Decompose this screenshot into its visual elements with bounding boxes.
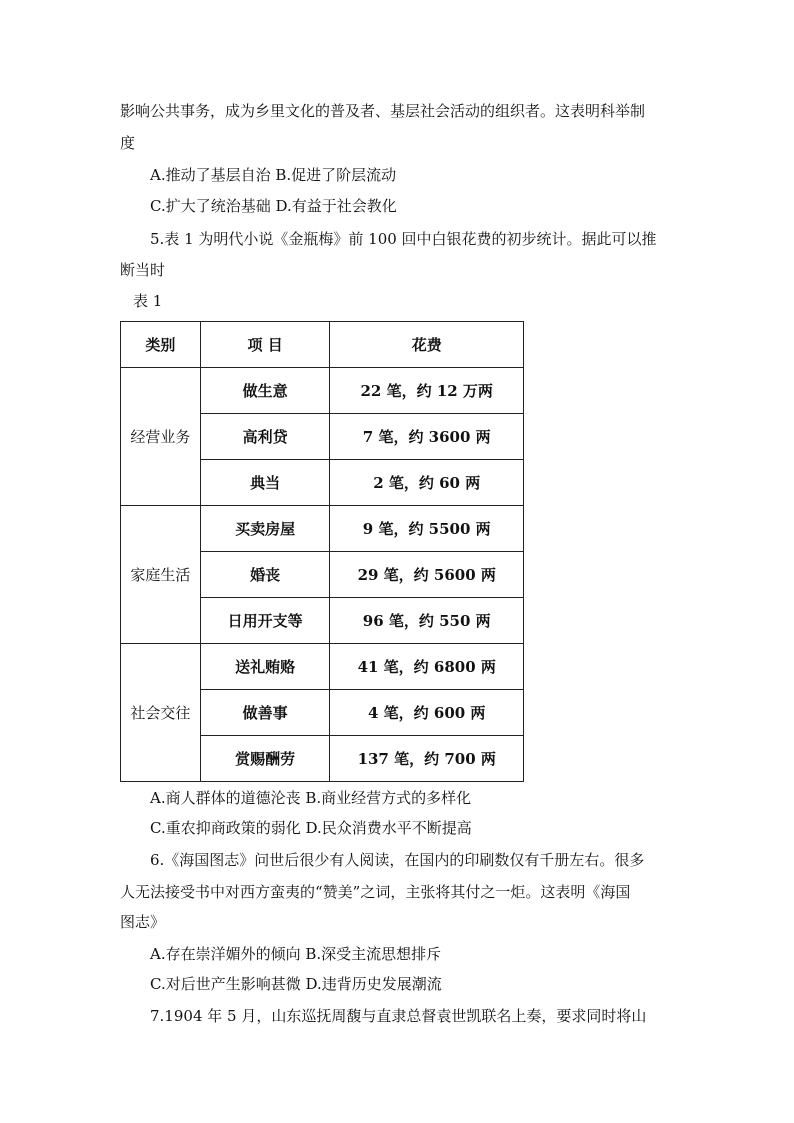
option-line: A.推动了基层自治 B.促进了阶层流动	[150, 166, 397, 184]
item-cell: 做生意	[200, 368, 330, 414]
cost-cell: 96 笔，约 550 两	[330, 598, 524, 644]
item-cell: 做善事	[200, 690, 330, 736]
cost-cell: 137 笔，约 700 两	[330, 736, 524, 782]
question-5-line: 断当时	[120, 261, 166, 279]
header-cost: 花费	[330, 322, 524, 368]
table-row	[121, 368, 524, 414]
cost-cell: 4 笔，约 600 两	[330, 690, 524, 736]
category-cell: 社会交往	[121, 644, 201, 782]
question-7-line: 7.1904 年 5 月，山东巡抚周馥与直隶总督袁世凯联名上奏，要求同时将山	[150, 1007, 647, 1025]
item-cell: 高利贷	[200, 414, 330, 460]
cost-cell: 9 笔，约 5500 两	[330, 506, 524, 552]
option-line: A.商人群体的道德沦丧 B.商业经营方式的多样化	[150, 789, 472, 807]
item-cell: 送礼贿赂	[200, 644, 330, 690]
cost-cell: 7 笔，约 3600 两	[330, 414, 524, 460]
table-row	[121, 506, 524, 552]
option-line: C.扩大了统治基础 D.有益于社会教化	[150, 197, 397, 215]
option-line: A.存在崇洋媚外的倾向 B.深受主流思想排斥	[150, 945, 442, 963]
item-cell: 典当	[200, 460, 330, 506]
cost-cell: 29 笔，约 5600 两	[330, 552, 524, 598]
header-item: 项 目	[200, 322, 330, 368]
question-6-line: 6.《海国图志》问世后很少有人阅读，在国内的印刷数仅有千册左右。很多	[150, 851, 645, 869]
cost-cell: 22 笔，约 12 万两	[330, 368, 524, 414]
item-cell: 赏赐酬劳	[200, 736, 330, 782]
table-label: 表 1	[133, 292, 163, 310]
item-cell: 买卖房屋	[200, 506, 330, 552]
cost-cell: 41 笔，约 6800 两	[330, 644, 524, 690]
paragraph-line: 影响公共事务，成为乡里文化的普及者、基层社会活动的组织者。这表明科举制	[120, 102, 646, 120]
item-cell: 婚丧	[200, 552, 330, 598]
category-cell: 家庭生活	[121, 506, 201, 644]
item-cell: 日用开支等	[200, 598, 330, 644]
question-6-line: 图志》	[120, 913, 166, 931]
question-6-line: 人无法接受书中对西方蛮夷的“赞美”之词，主张将其付之一炬。这表明《海国	[120, 883, 631, 901]
question-5-line: 5.表 1 为明代小说《金瓶梅》前 100 回中白银花费的初步统计。据此可以推	[150, 230, 657, 248]
option-line: C.重农抑商政策的弱化 D.民众消费水平不断提高	[150, 819, 472, 837]
paragraph-line: 度	[120, 134, 136, 152]
table-row	[121, 644, 524, 690]
cost-cell: 2 笔，约 60 两	[330, 460, 524, 506]
header-category: 类别	[121, 322, 201, 368]
table-header-row	[121, 322, 524, 368]
silver-spending-table	[120, 321, 524, 782]
category-cell: 经营业务	[121, 368, 201, 506]
option-line: C.对后世产生影响甚微 D.违背历史发展潮流	[150, 975, 442, 993]
